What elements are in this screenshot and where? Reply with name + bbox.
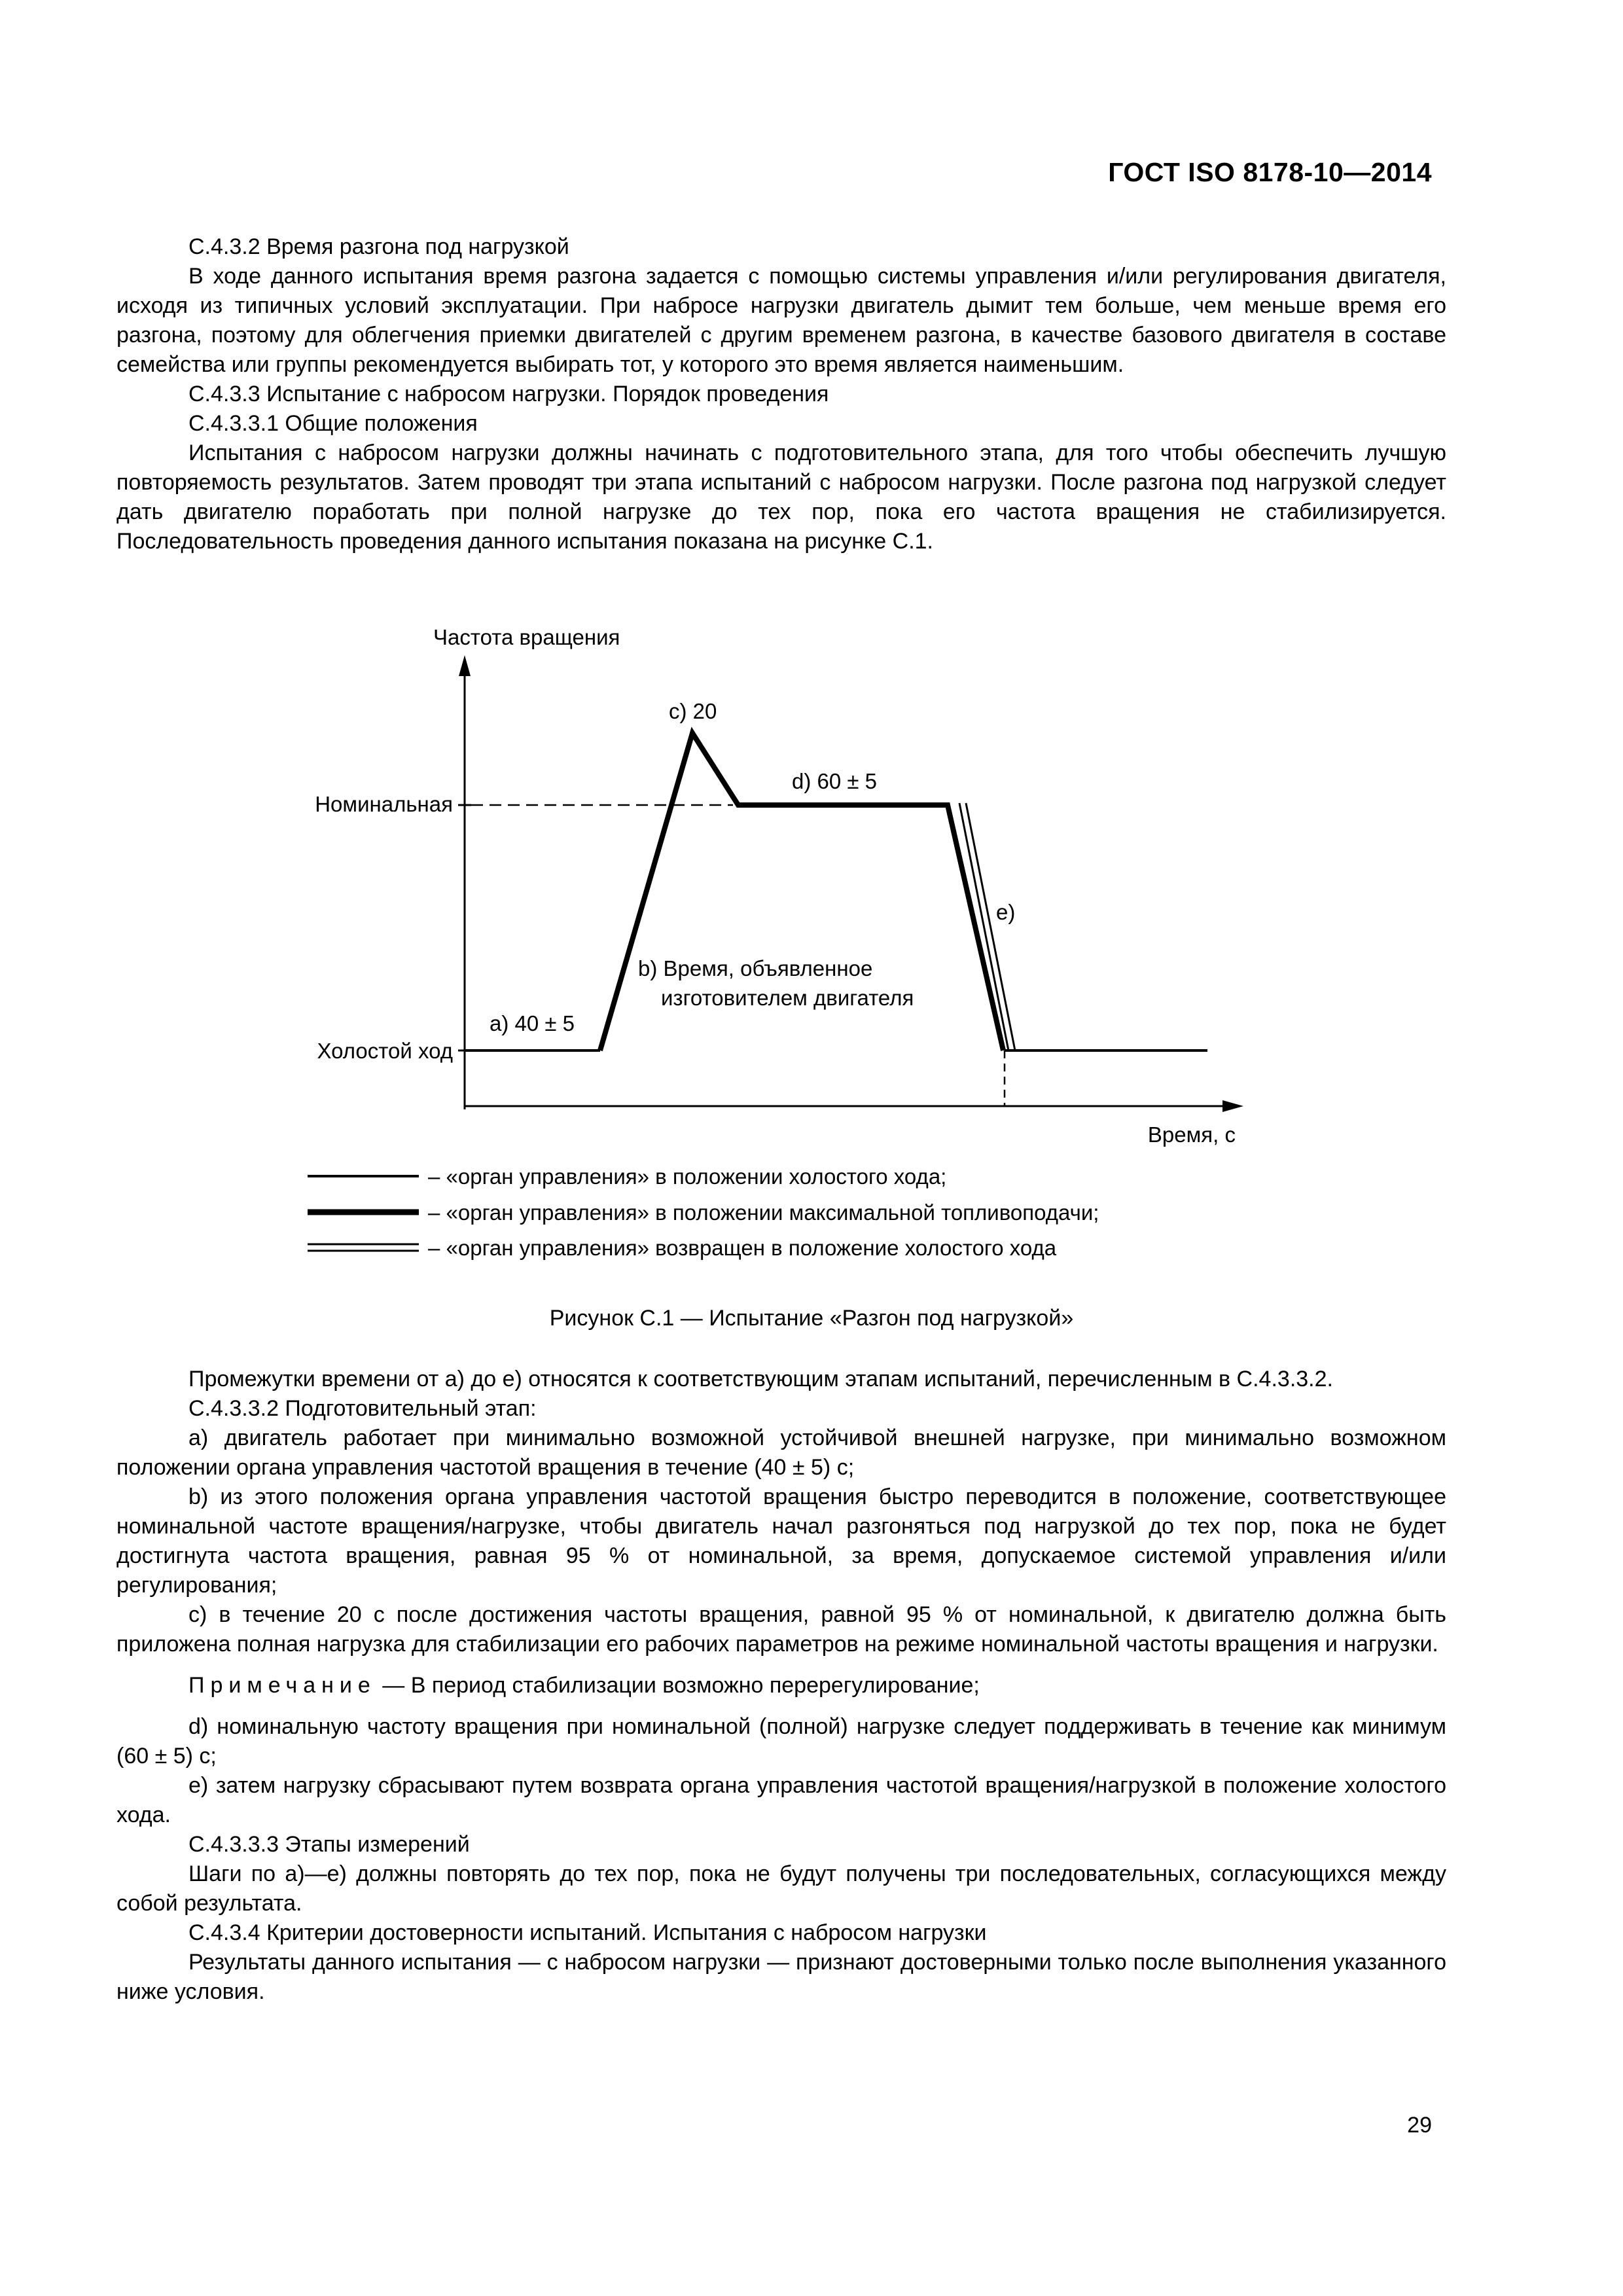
stage-b-label-line2: изготовителем двигателя xyxy=(661,986,914,1010)
list-item-b: b) из этого положения органа управления частотой вращения быстро переводится в положение, соответствующее номинальной частоте вращения/нагрузке, чтобы двигатель начал разгоняться под нагрузкой до тех пор, пока не будет достигнута частота вращения, равная 95 % от номинальной, за время, допускаемое системой управления и/или регулирования; xyxy=(116,1484,1446,1598)
list-item-e: e) затем нагрузку сбрасывают путем возврата органа управления частотой вращения/нагрузкой в положение холостого хода. xyxy=(116,1773,1446,1827)
paragraph-criteria: Результаты данного испытания — с набросом нагрузки — признают достоверными только после выполнения указанного ниже условия. xyxy=(116,1950,1446,2004)
note-paragraph xyxy=(116,1671,1446,1700)
upper-text-block xyxy=(116,232,1446,556)
y-axis-label: Частота вращения xyxy=(433,625,620,649)
paragraph-measurement: Шаги по a)—e) должны повторять до тех пор, пока не будут получены три последовательных, согласующихся между собой результата. xyxy=(116,1861,1446,1916)
section-heading-preparatory: С.4.3.3.2 Подготовительный этап: xyxy=(188,1396,537,1421)
stage-e-label: e) xyxy=(996,900,1016,924)
stage-b-label-line1: b) Время, объявленное xyxy=(638,956,873,980)
standard-header: ГОСТ ISO 8178-10—2014 xyxy=(1108,157,1432,187)
section-heading-acceleration-time: С.4.3.2 Время разгона под нагрузкой xyxy=(188,234,569,259)
note-text: — В период стабилизации возможно перерегулирование; xyxy=(376,1673,980,1698)
section-heading-general: С.4.3.3.1 Общие положения xyxy=(188,411,478,436)
list-item-a: a) двигатель работает при минимально возможной устойчивой внешней нагрузке, при минимально возможном положении органа управления частотой вращения в течение (40 ± 5) с; xyxy=(116,1426,1446,1480)
stage-a-label: a) 40 ± 5 xyxy=(490,1011,575,1035)
paragraph-intervals: Промежутки времени от a) до e) относятся к соответствующим этапам испытаний, перечисленным в С.4.3.3.2. xyxy=(188,1367,1333,1391)
lower-text-block xyxy=(116,1365,1446,2007)
level-rated-label: Номинальная xyxy=(315,792,453,816)
stage-d-label: d) 60 ± 5 xyxy=(792,769,878,793)
figure-c1 xyxy=(281,612,1263,1280)
paragraph-acceleration-time: В ходе данного испытания время разгона задается с помощью системы управления и/или регулирования двигателя, исходя из типичных условий эксплуатации. При набросе нагрузки двигатель дымит тем больше, чем меньше время его разгона, поэтому для облегчения приемки двигателей с другим временем разгона, в качестве базового двигателя в составе семейства или группы рекомендуется выбирать тот, у которого это время является наименьшим. xyxy=(116,264,1446,377)
page-number: 29 xyxy=(1407,2113,1432,2138)
list-item-c: c) в течение 20 с после достижения частоты вращения, равной 95 % от номинальной, к двигателю должна быть приложена полная нагрузка для стабилизации его рабочих параметров на режиме номинальной частоты вращения и нагрузки. xyxy=(116,1602,1446,1657)
x-axis-label: Время, с xyxy=(1147,1122,1236,1147)
list-item-d: d) номинальную частоту вращения при номинальной (полной) нагрузке следует поддерживать в течение как минимум (60 ± 5) с; xyxy=(116,1714,1446,1768)
legend-item-returned: – «орган управления» возвращен в положение холостого хода xyxy=(428,1236,1057,1260)
section-heading-criteria: С.4.3.4 Критерии достоверности испытаний. Испытания с набросом нагрузки xyxy=(188,1920,987,1945)
stage-c-label: c) 20 xyxy=(669,699,717,723)
note-word: Примечание xyxy=(188,1673,376,1698)
figure-c1-diagram xyxy=(281,612,1263,1280)
y-axis-arrow xyxy=(459,655,471,676)
level-idle-label: Холостой ход xyxy=(317,1039,453,1063)
section-heading-load-test: С.4.3.3 Испытание с набросом нагрузки. Порядок проведения xyxy=(188,382,829,406)
curve-return-line-1 xyxy=(959,803,1008,1050)
figure-caption: Рисунок С.1 — Испытание «Разгон под нагрузкой» xyxy=(549,1306,1074,1331)
legend-item-idle: – «орган управления» в положении холостого хода; xyxy=(428,1164,947,1189)
x-axis-arrow xyxy=(1222,1100,1243,1112)
section-heading-measurement: С.4.3.3.3 Этапы измерений xyxy=(188,1832,470,1857)
paragraph-general: Испытания с набросом нагрузки должны начинать с подготовительного этапа, для того чтобы обеспечить лучшую повторяемость результатов. Затем проводят три этапа испытаний с набросом нагрузки. После разгона под нагрузкой следует дать двигателю поработать при полной нагрузке до тех пор, пока его частота вращения не стабилизируется. Последовательность проведения данного испытания показана на рисунке С.1. xyxy=(116,440,1446,554)
legend-item-full-fuel: – «орган управления» в положении максимальной топливоподачи; xyxy=(428,1200,1099,1225)
